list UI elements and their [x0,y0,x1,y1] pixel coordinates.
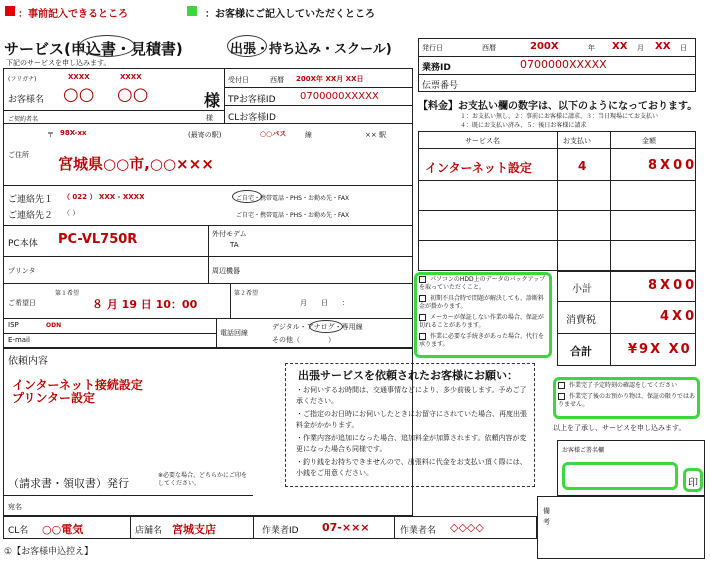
form-note: 下記のサービスを申し込みます。 [6,59,111,67]
worker-id-label: 作業者ID [262,526,299,536]
pc-value: PC-VL750R [58,232,138,247]
cl-name-value: ○○電気 [42,523,84,536]
request-line-2: プリンター設定 [12,391,96,405]
checks-list [419,276,549,349]
check-item[interactable] [419,333,549,349]
checkbox[interactable] [558,393,565,400]
col-payment: お支払い [563,137,591,145]
legend-green-swatch [187,6,197,16]
col-service: サービス名 [465,137,500,145]
contact-1-types: ご自宅・携帯電話・PHS・お勤め先・FAX [236,195,350,202]
checkbox[interactable] [419,314,426,321]
store-value: 宮城支店 [172,523,216,536]
check-item-text: 作業に必要な手続きがあった場合、代行を承ります。 [419,333,544,348]
receipt-note: ※必要な場合、どちらかにご印をしてください。 [158,472,248,487]
legend-red-swatch [5,6,15,16]
wish-first-date: ８ 月 19 日 10：00 [92,298,198,311]
copy-label: ①【お客様申込控え】 [4,547,94,557]
contract-label: ご契約者名 [8,116,39,123]
worker-name-label: 作業者名 [400,526,437,536]
title-circle [79,35,135,57]
tp-id-value: 0700000XXXXX [300,91,379,102]
check-item[interactable] [419,276,549,292]
confirm-item[interactable] [558,382,698,390]
printer-label: プリンタ [8,267,36,275]
confirm-item-text: 作業完了予定時刻の確認をしてください [569,382,678,389]
contact-2-tel: （ ） [63,209,80,217]
wish-second-date: 月 日 ： [300,299,349,307]
isp-value: ODN [46,322,62,329]
reception-date: 200X年 XX月 XX日 [296,75,364,83]
remarks-block [537,496,705,559]
station-label: (最寄の駅) [188,131,222,139]
notice-item: ・作業内容が追加になった場合、追加料金が加算されます。依頼内容が変更になった場合も同様です。 [296,434,527,453]
tax-label: 消費税 [566,315,596,326]
col-amount: 金額 [642,137,656,145]
check-item-text: パソコンのHDD上のデータのバックアップを取っていただくこと。 [419,276,546,291]
form-title: サービス(申込書・見積書) [4,40,183,58]
tax-value: 4X0 [660,309,698,324]
checkbox[interactable] [419,333,426,340]
issue-year: 200X [530,41,559,52]
fee-header: 【料金】お支払い欄の数字は、以下のようになっております。 [418,101,698,112]
subtotal-label: 小計 [572,284,592,295]
contact-1-tel: （ 022 ） XXX - XXXX [63,193,145,201]
request-line-1: インターネット接続設定 [12,378,143,392]
wish-label: ご希望日 [8,299,36,307]
line-label: 線 [305,131,312,139]
check-item[interactable] [419,314,549,330]
fee-note-1: １：お支払い無し、２：事前にお客様に請求、３：当日現場にてお支払い [460,113,659,120]
customer-name-2: ○○ [117,84,149,105]
zip-value: 98X-xx [60,129,87,137]
cl-id-label: CLお客様ID [228,113,276,123]
check-item[interactable] [419,295,549,311]
tp-id-label: TPお客様ID [228,95,276,105]
receipt-label: （請求書・領収書）発行 [8,477,129,490]
reception-label: 受付日 [228,76,249,84]
form-subtitle: 出張・持ち込み・スクール) [230,42,392,57]
peripheral-label: 周辺機器 [212,267,240,275]
checkbox[interactable] [419,276,426,283]
seal-label: 印 [688,478,698,489]
cl-name-label: CL名 [8,526,29,536]
store-label: 店舗名 [135,526,163,536]
issue-year-unit: 年 [588,44,595,52]
notice-item: ・釣り銭をお持ちできませんので、出張料に代金をお支払い頂く際には、小銭をご用意ください。 [296,458,527,477]
confirm-item[interactable] [558,393,698,409]
wish-second-label: 第２希望 [234,290,259,297]
checkbox[interactable] [419,295,426,302]
check-item-text: メーカーが保証しない作業の場合、保証が切れることがあります。 [419,314,544,329]
row-amount: 8X00 [648,158,698,173]
business-id-label: 業務ID [422,63,451,73]
fee-note-2: ４：既にお支払い済み、５：後日お客様に請求 [460,122,587,129]
confirm-item-text: 作業完了後のお預かり物は、保証の限りではありません。 [558,393,696,408]
apply-note: 以上を了承し、サービスを申し込みます。 [553,424,686,432]
contact-1-label: ご連絡先１ [8,195,54,205]
furigana-1: XXXX [68,73,90,81]
issue-day: XX [655,41,671,52]
notice-title: 出張サービスを依頼されたお客様にお願い： [298,369,518,382]
business-id-value: 0700000XXXXX [520,58,607,71]
worker-id-value: 07-××× [322,521,370,534]
checkbox[interactable] [558,382,565,389]
pc-label: PC本体 [8,239,38,249]
modem-value: TA [230,241,239,249]
row-payment: 4 [578,159,587,173]
station-name: ×× 駅 [365,131,386,139]
signature-field[interactable] [562,462,678,490]
modem-label: 外付モデム [212,230,247,238]
slip-label: 伝票番号 [422,81,459,91]
total-label: 合計 [570,345,592,358]
zip-mark: 〒 [47,131,54,139]
contract-sama: 様 [206,114,213,122]
request-label: 依頼内容 [8,356,48,367]
customer-name-label: お客様名 [8,95,45,105]
issue-era: 西暦 [482,44,496,52]
line-other: その他（ ） [272,336,335,344]
line-types: デジタル・アナログ・専用線 [272,323,363,331]
legend-red-text: ：事前記入できるところ [18,9,128,20]
total-value: ¥9X X0 [628,342,692,357]
address-value: 宮城県○○市,○○××× [58,155,214,173]
furigana-label: (フリガナ) [8,76,37,83]
row-service: インターネット設定 [425,161,532,175]
email-label: E-mail [8,336,30,344]
confirm-list [558,382,698,409]
address-label: ご住所 [8,151,29,159]
contact-2-types: ご自宅・携帯電話・PHS・お勤め先・FAX [236,212,350,219]
addressee-label: 宛名 [8,503,22,511]
contact-2-label: ご連絡先２ [8,211,54,221]
customer-sama: 様 [204,91,221,110]
issue-month-unit: 月 [637,44,644,52]
line-type-label: 電話回線 [220,329,248,337]
notice-list [296,385,528,479]
issue-day-unit: 日 [680,44,687,52]
wish-first-label: 第１希望 [55,290,80,297]
issue-month: XX [612,41,628,52]
furigana-2: XXXX [120,73,142,81]
remarks-label: 備考 [543,507,550,526]
check-item-text: 初期不具合時で問題が解決しても、診断料金が掛かります。 [419,295,545,310]
notice-item: ・ご指定のお日時にお伺いしたときにお留守にされていた場合、再度出張料金がかかります。 [296,410,527,429]
worker-name-value: ◇◇◇◇ [450,521,484,534]
customer-name-1: ○○ [63,84,95,105]
bus-name: ○○バス [260,130,287,138]
signature-label: お客様ご署名欄 [562,447,605,454]
subtotal-value: 8X00 [648,278,698,293]
notice-item: ・お伺いするお時間は、交通事情などにより、多少前後します。予めご了承ください。 [296,386,527,405]
legend-green-text: ：お客様にご記入していただくところ [205,9,375,20]
reception-era: 西暦 [270,76,284,84]
issue-label: 発行日 [422,44,443,52]
isp-label: ISP [8,321,19,329]
